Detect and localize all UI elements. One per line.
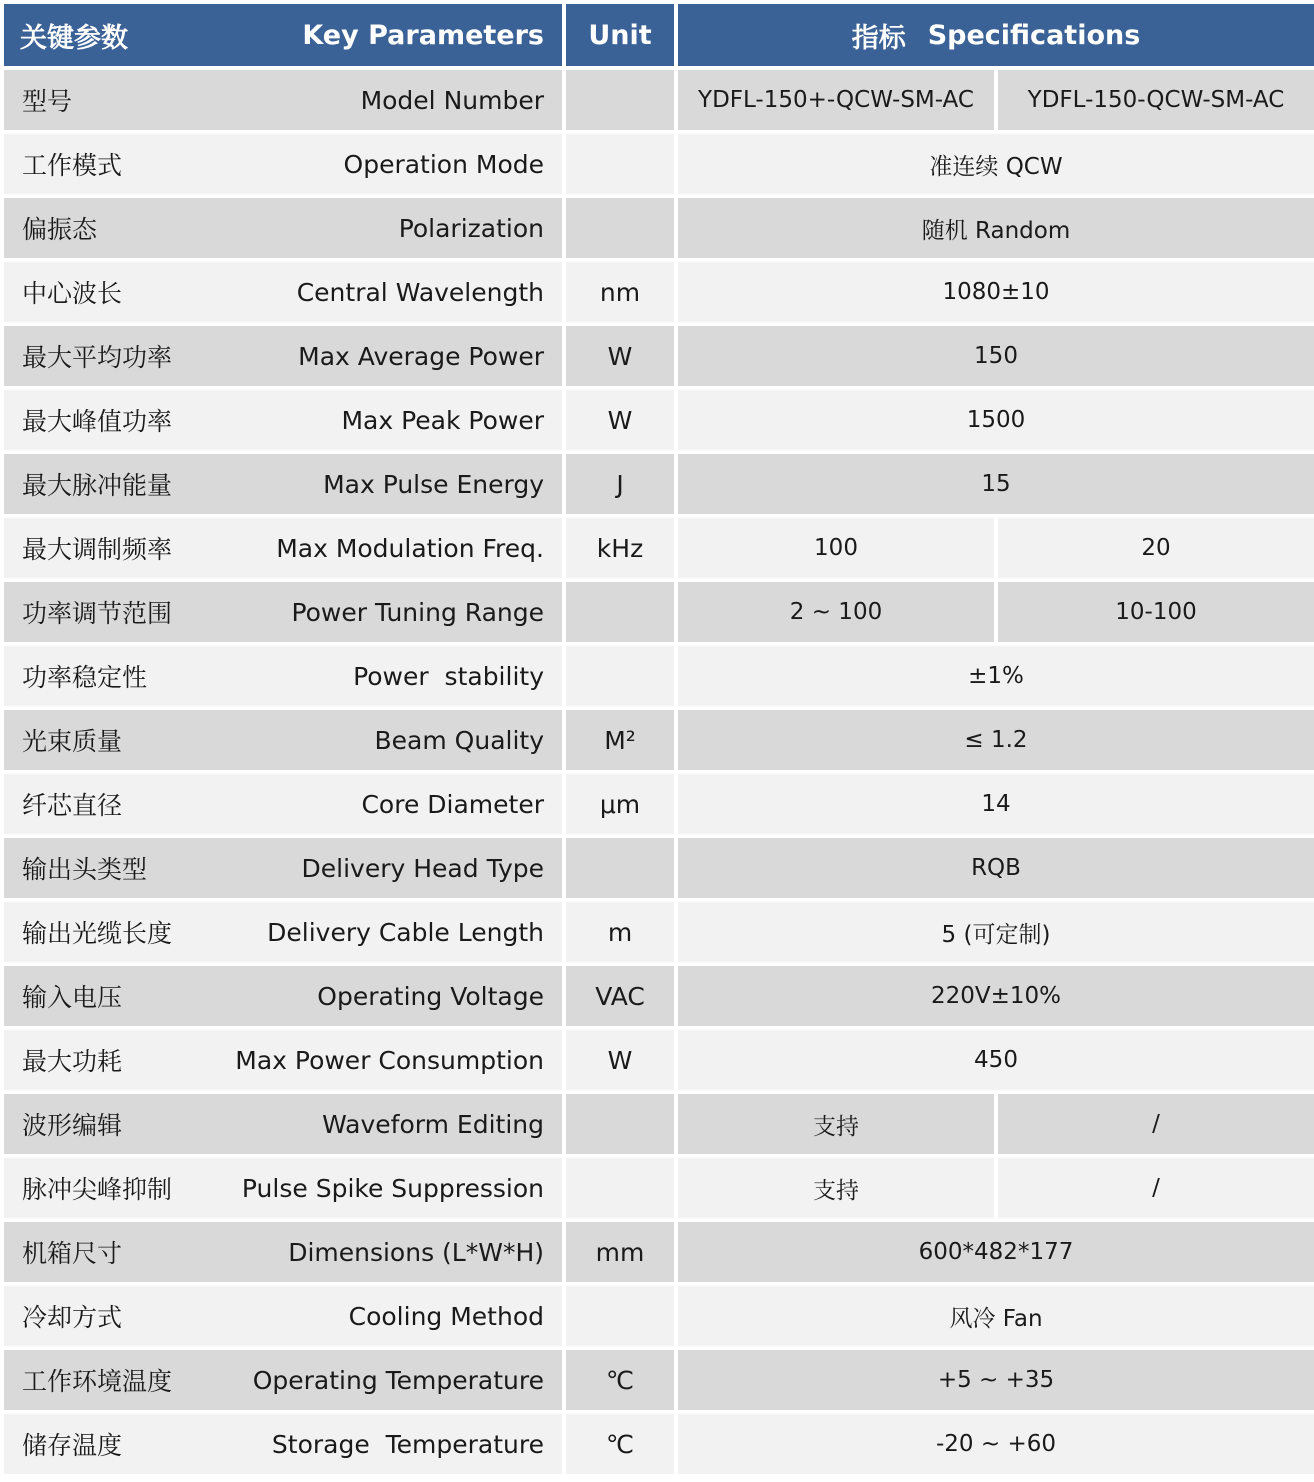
parameter-name-zh: 工作环境温度 xyxy=(22,1367,173,1396)
parameter-name-en: Model Number xyxy=(360,85,544,115)
parameter-name-zh: 最大调制频率 xyxy=(22,535,173,564)
parameter-name-en: Delivery Head Type xyxy=(301,853,544,883)
parameter-cell xyxy=(4,1350,562,1410)
unit-cell: ℃ xyxy=(566,1350,674,1410)
spec-value-model-b: YDFL-150-QCW-SM-AC xyxy=(998,70,1314,130)
parameter-name-en: Operating Temperature xyxy=(252,1365,544,1395)
parameter-cell xyxy=(4,454,562,514)
parameter-name-zh: 工作模式 xyxy=(22,151,123,180)
parameter-name-zh: 输出光缆长度 xyxy=(22,919,173,948)
spec-value-model-b: / xyxy=(998,1094,1314,1154)
parameter-name-en: Storage Temperature xyxy=(271,1429,544,1459)
unit-cell: μm xyxy=(566,774,674,834)
parameter-name-en: Delivery Cable Length xyxy=(267,917,544,947)
parameter-name-en: Max Peak Power xyxy=(341,405,544,435)
spec-value-cell: 14 xyxy=(678,774,1314,834)
parameter-name-zh: 光束质量 xyxy=(22,727,123,756)
unit-cell xyxy=(566,1158,674,1218)
parameter-name-en: Max Average Power xyxy=(298,341,544,371)
parameter-name-en: Waveform Editing xyxy=(322,1109,544,1139)
parameter-name-en: Power stability xyxy=(353,661,544,691)
parameter-cell xyxy=(4,838,562,898)
spec-value-cell: -20 ~ +60 xyxy=(678,1414,1314,1474)
spec-table xyxy=(4,4,1310,1474)
spec-value-cell: 15 xyxy=(678,454,1314,514)
spec-value-model-b: 20 xyxy=(998,518,1314,578)
spec-value-model-a: YDFL-150+-QCW-SM-AC xyxy=(678,70,994,130)
parameter-cell xyxy=(4,1030,562,1090)
unit-cell: W xyxy=(566,1030,674,1090)
unit-cell xyxy=(566,1094,674,1154)
unit-cell: nm xyxy=(566,262,674,322)
spec-value-cell: 450 xyxy=(678,1030,1314,1090)
parameter-name-en: Operating Voltage xyxy=(317,981,544,1011)
unit-cell xyxy=(566,134,674,194)
unit-cell: mm xyxy=(566,1222,674,1282)
unit-cell: ℃ xyxy=(566,1414,674,1474)
unit-cell xyxy=(566,646,674,706)
parameter-cell xyxy=(4,326,562,386)
parameter-name-en: Max Power Consumption xyxy=(235,1045,544,1075)
unit-cell: M² xyxy=(566,710,674,770)
header-unit-label: Unit xyxy=(588,19,652,51)
spec-value-cell: 1500 xyxy=(678,390,1314,450)
parameter-cell xyxy=(4,710,562,770)
parameter-name-zh: 功率调节范围 xyxy=(22,599,173,628)
parameter-name-en: Pulse Spike Suppression xyxy=(241,1173,544,1203)
parameter-cell xyxy=(4,774,562,834)
parameter-name-en: Operation Mode xyxy=(343,149,544,179)
unit-cell xyxy=(566,582,674,642)
spec-value-cell: +5 ~ +35 xyxy=(678,1350,1314,1410)
parameter-name-zh: 冷却方式 xyxy=(22,1303,123,1332)
parameter-name-zh: 脉冲尖峰抑制 xyxy=(22,1175,173,1204)
spec-value-model-a: 2 ~ 100 xyxy=(678,582,994,642)
parameter-cell xyxy=(4,1286,562,1346)
header-key-zh: 关键参数 xyxy=(20,22,128,54)
parameter-cell xyxy=(4,70,562,130)
parameter-name-en: Polarization xyxy=(398,213,544,243)
parameter-name-en: Dimensions (L*W*H) xyxy=(288,1237,544,1267)
parameter-name-zh: 纤芯直径 xyxy=(22,791,123,820)
spec-value-cell: ≤ 1.2 xyxy=(678,710,1314,770)
parameter-name-zh: 最大平均功率 xyxy=(22,343,173,372)
spec-value-model-a: 支持 xyxy=(678,1094,994,1154)
unit-cell: W xyxy=(566,390,674,450)
spec-value-model-b: / xyxy=(998,1158,1314,1218)
parameter-cell xyxy=(4,262,562,322)
unit-cell xyxy=(566,838,674,898)
parameter-name-zh: 储存温度 xyxy=(22,1431,123,1460)
parameter-cell xyxy=(4,518,562,578)
unit-cell: m xyxy=(566,902,674,962)
parameter-name-zh: 中心波长 xyxy=(22,279,123,308)
parameter-name-zh: 波形编辑 xyxy=(22,1111,123,1140)
parameter-cell xyxy=(4,1158,562,1218)
parameter-cell xyxy=(4,1094,562,1154)
unit-cell: W xyxy=(566,326,674,386)
parameter-name-en: Max Modulation Freq. xyxy=(276,533,544,563)
spec-value-cell: 220V±10% xyxy=(678,966,1314,1026)
header-spec-en: Specifications xyxy=(927,19,1141,51)
spec-value-cell: 5 (可定制) xyxy=(678,902,1314,962)
header-unit xyxy=(566,4,674,66)
header-spec-zh: 指标 xyxy=(851,22,906,54)
parameter-cell xyxy=(4,966,562,1026)
parameter-name-en: Power Tuning Range xyxy=(291,597,544,627)
spec-value-cell: 1080±10 xyxy=(678,262,1314,322)
spec-value-cell: ±1% xyxy=(678,646,1314,706)
parameter-cell xyxy=(4,1222,562,1282)
header-key-parameters xyxy=(4,4,562,66)
unit-cell xyxy=(566,70,674,130)
unit-cell: kHz xyxy=(566,518,674,578)
parameter-name-zh: 型号 xyxy=(22,87,73,116)
parameter-cell xyxy=(4,134,562,194)
parameter-name-en: Max Pulse Energy xyxy=(323,469,544,499)
spec-value-cell: RQB xyxy=(678,838,1314,898)
spec-value-model-b: 10-100 xyxy=(998,582,1314,642)
unit-cell xyxy=(566,1286,674,1346)
parameter-cell xyxy=(4,902,562,962)
parameter-name-zh: 机箱尺寸 xyxy=(22,1239,123,1268)
parameter-name-zh: 输入电压 xyxy=(22,983,123,1012)
unit-cell: J xyxy=(566,454,674,514)
unit-cell xyxy=(566,198,674,258)
spec-value-cell: 准连续 QCW xyxy=(678,134,1314,194)
parameter-cell xyxy=(4,582,562,642)
spec-value-cell: 600*482*177 xyxy=(678,1222,1314,1282)
unit-cell: VAC xyxy=(566,966,674,1026)
parameter-cell xyxy=(4,390,562,450)
spec-value-model-a: 支持 xyxy=(678,1158,994,1218)
spec-value-cell: 随机 Random xyxy=(678,198,1314,258)
parameter-name-zh: 最大峰值功率 xyxy=(22,407,173,436)
parameter-name-zh: 最大功耗 xyxy=(22,1047,123,1076)
header-key-en: Key Parameters xyxy=(302,19,544,51)
parameter-cell xyxy=(4,198,562,258)
parameter-name-zh: 偏振态 xyxy=(22,215,98,244)
spec-value-cell: 150 xyxy=(678,326,1314,386)
parameter-name-en: Central Wavelength xyxy=(296,277,544,307)
parameter-name-en: Core Diameter xyxy=(361,789,544,819)
spec-value-cell: 风冷 Fan xyxy=(678,1286,1314,1346)
parameter-name-zh: 功率稳定性 xyxy=(22,663,148,692)
parameter-name-zh: 最大脉冲能量 xyxy=(22,471,173,500)
parameter-name-en: Cooling Method xyxy=(348,1301,544,1331)
parameter-name-zh: 输出头类型 xyxy=(22,855,148,884)
parameter-name-en: Beam Quality xyxy=(374,725,544,755)
header-specifications xyxy=(678,4,1314,66)
parameter-cell xyxy=(4,646,562,706)
parameter-cell xyxy=(4,1414,562,1474)
spec-value-model-a: 100 xyxy=(678,518,994,578)
